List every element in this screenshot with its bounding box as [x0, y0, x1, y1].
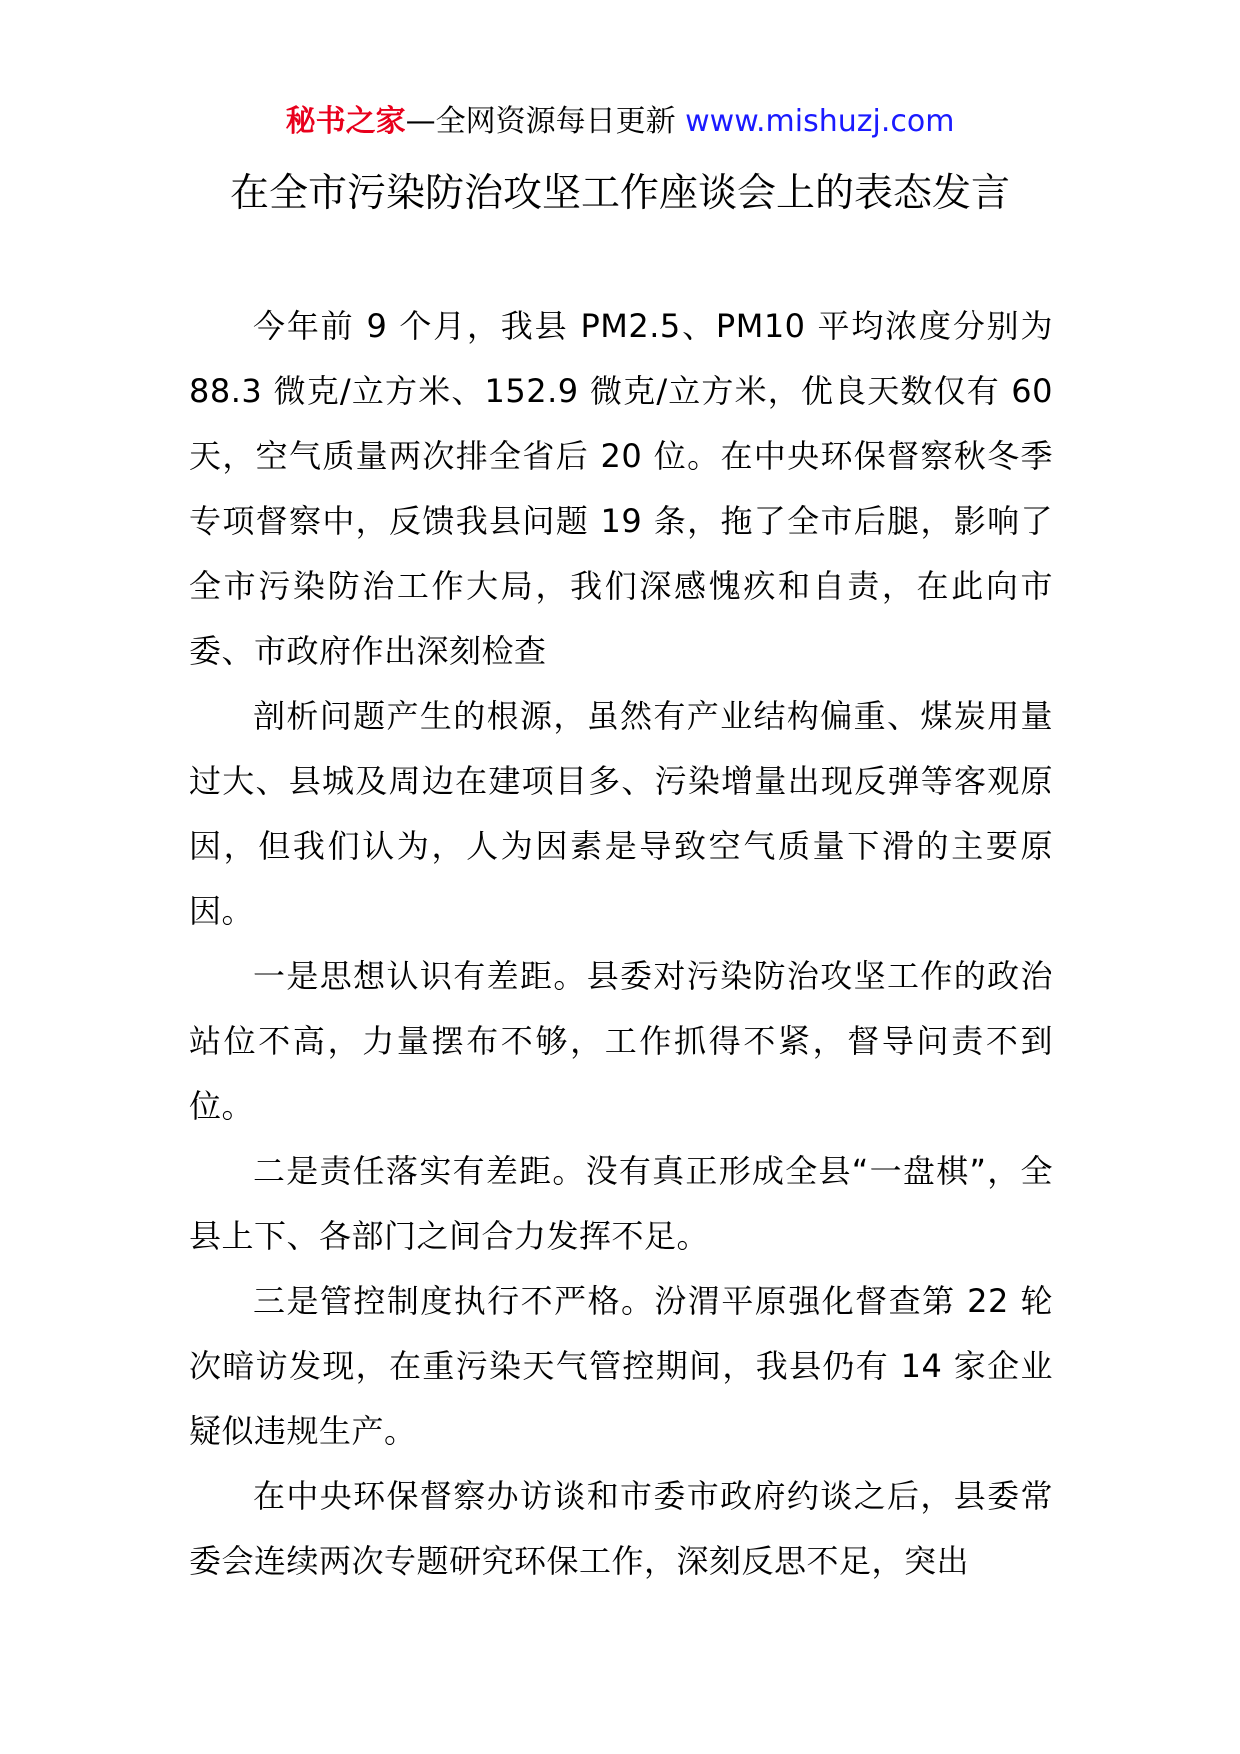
site-url-link[interactable]: www.mishuzj.com — [685, 104, 955, 139]
paragraph: 一是思想认识有差距。县委对污染防治攻坚工作的政治站位不高，力量摆布不够，工作抓得不紧，督导问责不到位。 — [189, 957, 1053, 1125]
site-tagline: —全网资源每日更新 — [405, 104, 686, 139]
paragraph: 剖析问题产生的根源，虽然有产业结构偏重、煤炭用量过大、县城及周边在建项目多、污染增量出现反弹等客观原因，但我们认为，人为因素是导致空气质量下滑的主要原因。 — [189, 697, 1053, 930]
site-brand: 秘书之家 — [285, 104, 406, 139]
paragraph: 二是责任落实有差距。没有真正形成全县“一盘棋”，全县上下、各部门之间合力发挥不足。 — [189, 1152, 1053, 1255]
document-body — [189, 294, 1053, 1594]
site-header — [0, 102, 1240, 142]
paragraph: 今年前 9 个月，我县 PM2.5、PM10 平均浓度分别为 88.3 微克/立方米、152.9 微克/立方米，优良天数仅有 60 天，空气质量两次排全省后 20 位。在中央环保督察秋冬季专项督察中，反馈我县问题 19 条，拖了全市后腿，影响了全市污染防治工作大局，我们深感愧疚和自责，在此向市委、市政府作出深刻检查 — [189, 307, 1053, 670]
paragraph: 在中央环保督察办访谈和市委市政府约谈之后，县委常委会连续两次专题研究环保工作，深刻反思不足，突出 — [189, 1477, 1053, 1580]
document-title: 在全市污染防治攻坚工作座谈会上的表态发言 — [229, 171, 1010, 216]
paragraph: 三是管控制度执行不严格。汾渭平原强化督查第 22 轮次暗访发现，在重污染天气管控期间，我县仍有 14 家企业疑似违规生产。 — [189, 1282, 1053, 1450]
